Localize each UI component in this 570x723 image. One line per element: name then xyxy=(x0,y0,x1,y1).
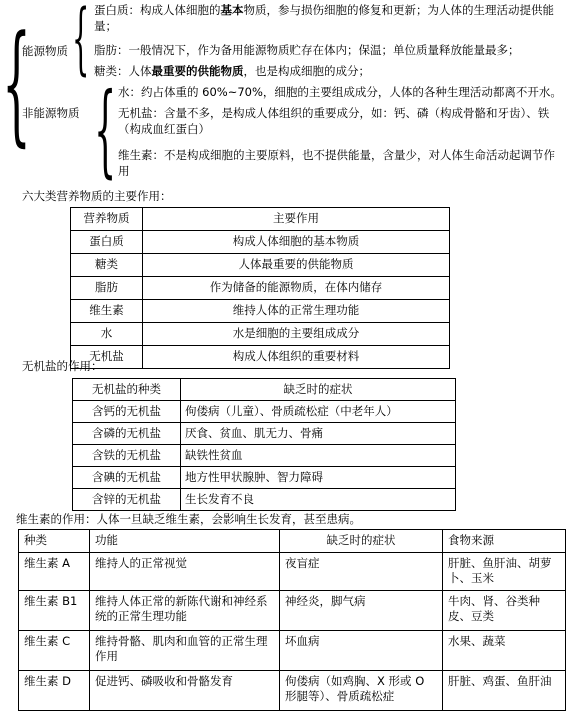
table-cell: 佝偻病（儿童）、骨质疏松症（中老年人） xyxy=(181,401,456,423)
table-cell: 生长发育不良 xyxy=(181,489,456,511)
table-cell: 含锌的无机盐 xyxy=(73,489,181,511)
mineral-table xyxy=(72,378,456,511)
table-cell: 水 xyxy=(71,323,143,346)
table-cell: 含碘的无机盐 xyxy=(73,467,181,489)
table-cell: 维生素 C xyxy=(19,630,90,670)
table-cell: 促进钙、磷吸收和骨骼发育 xyxy=(90,670,280,710)
table-cell: 维生素 D xyxy=(19,670,90,710)
table-cell: 肝脏、鱼肝油、胡萝卜、玉米 xyxy=(443,552,566,590)
mineral-row xyxy=(73,445,456,467)
table-cell: 含铁的无机盐 xyxy=(73,445,181,467)
table-cell: 人体最重要的供能物质 xyxy=(143,254,450,277)
table-cell: 牛肉、肾、谷类种皮、豆类 xyxy=(443,590,566,630)
vitamin-row xyxy=(19,552,566,590)
table-cell: 维持人体正常的新陈代谢和神经系统的正常生理功能 xyxy=(90,590,280,630)
fat-line: 脂肪：一般情况下，作为备用能源物质贮存在体内；保温；单位质量释放能量最多； xyxy=(94,43,520,57)
nutrient-row xyxy=(71,300,450,323)
vitamin-line: 维生素：不是构成细胞的主要原料，也不提供能量，含量少，对人体生命活动起调节作用 xyxy=(118,148,555,178)
vitamin-table xyxy=(18,529,566,711)
section1-title: 六大类营养物质的主要作用： xyxy=(22,189,172,203)
table-cell: 维持人的正常视觉 xyxy=(90,552,280,590)
table-cell: 糖类 xyxy=(71,254,143,277)
table-header-row xyxy=(73,379,456,401)
column-header: 无机盐的种类 xyxy=(73,379,181,401)
section2-title: 无机盐的作用： xyxy=(22,359,103,373)
nutrient-row xyxy=(71,254,450,277)
mineral-row xyxy=(73,401,456,423)
table-header-row xyxy=(71,208,450,231)
table-cell: 蛋白质 xyxy=(71,231,143,254)
non-energy-brace: { xyxy=(94,71,117,188)
table-header-row xyxy=(19,530,566,553)
table-cell: 水是细胞的主要组成成分 xyxy=(143,323,450,346)
table-cell: 夜盲症 xyxy=(280,552,443,590)
water-line: 水：约占体重的 60%~70%，细胞的主要组成成分，人体的各种生理活动都离不开水。 xyxy=(118,85,562,99)
vitamin-row xyxy=(19,590,566,630)
table-cell: 无机盐 xyxy=(71,346,143,369)
table-cell: 含磷的无机盐 xyxy=(73,423,181,445)
mineral-row xyxy=(73,489,456,511)
column-header: 食物来源 xyxy=(443,530,566,553)
table-cell: 脂肪 xyxy=(71,277,143,300)
table-cell: 厌食、贫血、肌无力、骨痛 xyxy=(181,423,456,445)
mineral-line: 无机盐：含量不多，是构成人体组织的重要成分，如：钙、磷（构成骨骼和牙齿）、铁（构成血红蛋白） xyxy=(118,106,550,136)
table-cell: 神经炎，脚气病 xyxy=(280,590,443,630)
mineral-row xyxy=(73,423,456,445)
nutrient-table xyxy=(70,207,450,369)
protein-line: 蛋白质：构成人体细胞的基本物质，参与损伤细胞的修复和更新；为人体的生理活动提供能量； xyxy=(94,3,554,33)
table-cell: 肝脏、鸡蛋、鱼肝油 xyxy=(443,670,566,710)
nutrient-row xyxy=(71,231,450,254)
column-header: 种类 xyxy=(19,530,90,553)
column-header: 营养物质 xyxy=(71,208,143,231)
nutrient-row xyxy=(71,277,450,300)
column-header: 主要作用 xyxy=(143,208,450,231)
column-header: 缺乏时的症状 xyxy=(181,379,456,401)
table-cell: 维生素 B1 xyxy=(19,590,90,630)
table-cell: 维持骨骼、肌肉和血管的正常生理作用 xyxy=(90,630,280,670)
energy-label: 能源物质 xyxy=(22,44,68,58)
table-cell: 含钙的无机盐 xyxy=(73,401,181,423)
nutrient-row xyxy=(71,346,450,369)
vitamin-row xyxy=(19,670,566,710)
table-cell: 地方性甲状腺肿、智力障碍 xyxy=(181,467,456,489)
column-header: 功能 xyxy=(90,530,280,553)
table-cell: 构成人体细胞的基本物质 xyxy=(143,231,450,254)
table-cell: 维生素 A xyxy=(19,552,90,590)
energy-brace: { xyxy=(72,0,90,84)
non-energy-label: 非能源物质 xyxy=(22,106,80,120)
mineral-row xyxy=(73,467,456,489)
table-cell: 水果、蔬菜 xyxy=(443,630,566,670)
table-cell: 维持人体的正常生理功能 xyxy=(143,300,450,323)
outer-brace: { xyxy=(2,7,31,159)
table-cell: 坏血病 xyxy=(280,630,443,670)
table-cell: 佝偻病（如鸡胸、X 形或 O 形腿等）、骨质疏松症 xyxy=(280,670,443,710)
table-cell: 维生素 xyxy=(71,300,143,323)
sugar-line: 糖类：人体最重要的供能物质，也是构成细胞的成分； xyxy=(94,64,370,78)
nutrient-row xyxy=(71,323,450,346)
table-cell: 缺铁性贫血 xyxy=(181,445,456,467)
section3-title: 维生素的作用：人体一旦缺乏维生素，会影响生长发育，甚至患病。 xyxy=(16,512,361,526)
table-cell: 作为储备的能源物质，在体内储存 xyxy=(143,277,450,300)
vitamin-row xyxy=(19,630,566,670)
column-header: 缺乏时的症状 xyxy=(280,530,443,553)
table-cell: 构成人体组织的重要材料 xyxy=(143,346,450,369)
